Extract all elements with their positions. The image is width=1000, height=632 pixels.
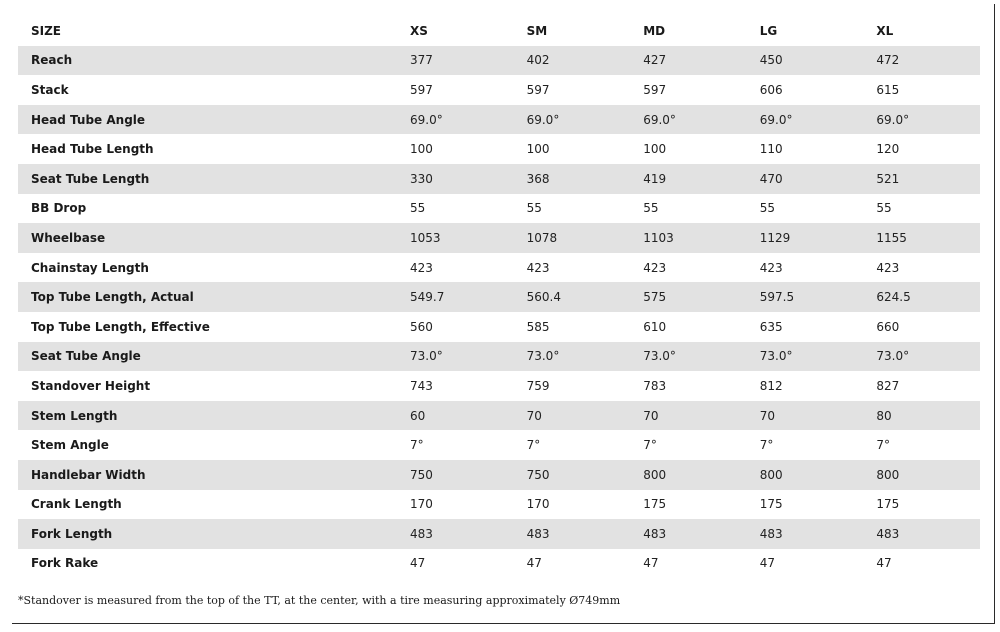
table-row (18, 460, 980, 490)
row-label: Reach (31, 53, 73, 68)
table-header-row (18, 16, 980, 46)
table-cell: 55 (876, 201, 892, 216)
row-label: Stem Angle (31, 438, 109, 453)
table-cell: 483 (410, 526, 433, 541)
row-label: BB Drop (31, 201, 87, 216)
table-cell: 521 (876, 171, 900, 186)
table-cell: 419 (643, 171, 667, 186)
table-cell: 73.0° (526, 349, 560, 364)
row-label: Seat Tube Angle (31, 349, 141, 364)
table-cell: 610 (643, 319, 667, 334)
table-cell: 615 (876, 82, 900, 97)
table-cell: 483 (526, 526, 550, 541)
table-cell: 80 (876, 408, 892, 423)
table-cell: 170 (410, 497, 433, 512)
table-cell: 1129 (759, 230, 791, 245)
row-label: Stack (31, 82, 69, 97)
table-cell: 7° (643, 438, 657, 453)
table-row (18, 401, 980, 431)
table-cell: 7° (759, 438, 774, 453)
table-row (18, 164, 980, 194)
table-row (18, 223, 980, 253)
table-cell: 560.4 (526, 290, 561, 305)
table-cell: 423 (526, 260, 550, 275)
table-row (18, 75, 980, 105)
table-cell: 377 (410, 53, 433, 68)
table-row (18, 282, 980, 312)
table-cell: 827 (876, 378, 900, 393)
table-cell: 175 (643, 497, 667, 512)
table-cell: 73.0° (759, 349, 793, 364)
row-label: Chainstay Length (31, 260, 149, 275)
table-cell: 69.0° (759, 112, 793, 127)
table-cell: 597 (643, 82, 667, 97)
table-cell: 7° (876, 438, 891, 453)
row-label: Stem Length (31, 408, 118, 423)
table-cell: 660 (876, 319, 900, 334)
table-cell: 100 (526, 142, 550, 157)
table-cell: 55 (526, 201, 542, 216)
table-cell: 47 (526, 556, 542, 571)
row-label: Fork Rake (31, 556, 99, 571)
table-row (18, 46, 980, 76)
table-cell: 483 (643, 526, 667, 541)
table-row (18, 549, 980, 579)
column-header-xs: XS (410, 23, 428, 38)
table-cell: 423 (643, 260, 667, 275)
table-cell: 597 (410, 82, 433, 97)
table-cell: 800 (759, 467, 783, 482)
table-cell: 73.0° (410, 349, 443, 364)
table-cell: 47 (876, 556, 892, 571)
row-label: Fork Length (31, 526, 113, 541)
table-cell: 120 (876, 142, 900, 157)
table-cell: 73.0° (643, 349, 676, 364)
table-cell: 597 (526, 82, 550, 97)
table-cell: 47 (759, 556, 776, 571)
table-cell: 812 (759, 378, 783, 393)
table-cell: 69.0° (876, 112, 910, 127)
column-header-size: SIZE (31, 23, 62, 38)
table-cell: 70 (643, 408, 659, 423)
table-row (18, 371, 980, 401)
table-row (18, 430, 980, 460)
row-label: Handlebar Width (31, 467, 146, 482)
column-header-md: MD (643, 23, 666, 38)
column-header-lg: LG (759, 23, 778, 38)
table-cell: 800 (876, 467, 900, 482)
table-body (18, 46, 980, 579)
table-cell: 60 (410, 408, 426, 423)
table-cell: 483 (876, 526, 900, 541)
table-cell: 170 (526, 497, 550, 512)
table-cell: 606 (759, 82, 783, 97)
table-cell: 800 (643, 467, 667, 482)
table-cell: 55 (759, 201, 776, 216)
table-cell: 427 (643, 53, 667, 68)
row-label: Standover Height (31, 378, 151, 393)
table-cell: 549.7 (410, 290, 445, 305)
table-cell: 7° (526, 438, 541, 453)
table-row (18, 194, 980, 224)
table-cell: 750 (410, 467, 433, 482)
table-cell: 624.5 (876, 290, 911, 305)
table-cell: 1155 (876, 230, 907, 245)
table-cell: 69.0° (410, 112, 443, 127)
geometry-panel (12, 4, 995, 624)
table-cell: 100 (410, 142, 433, 157)
table-cell: 368 (526, 171, 550, 186)
table-cell: 483 (759, 526, 783, 541)
table-cell: 470 (759, 171, 783, 186)
table-cell: 1078 (526, 230, 558, 245)
footnote: *Standover is measured from the top of the TT, at the center, with a tire measuring approximately Ø749mm (18, 594, 621, 607)
table-cell: 175 (876, 497, 900, 512)
table-cell: 70 (526, 408, 542, 423)
row-label: Top Tube Length, Actual (31, 290, 194, 305)
table-cell: 402 (526, 53, 550, 68)
table-cell: 450 (759, 53, 783, 68)
table-cell: 423 (410, 260, 433, 275)
table-cell: 783 (643, 378, 667, 393)
table-row (18, 134, 980, 164)
table-cell: 750 (526, 467, 550, 482)
table-cell: 472 (876, 53, 900, 68)
row-label: Top Tube Length, Effective (31, 319, 210, 334)
table-cell: 55 (643, 201, 659, 216)
table-cell: 175 (759, 497, 783, 512)
table-row (18, 312, 980, 342)
table-cell: 759 (526, 378, 550, 393)
table-row (18, 342, 980, 372)
table-cell: 73.0° (876, 349, 910, 364)
table-row (18, 105, 980, 135)
column-header-xl: XL (876, 23, 894, 38)
table-cell: 585 (526, 319, 550, 334)
table-cell: 47 (410, 556, 426, 571)
table-cell: 55 (410, 201, 426, 216)
row-label: Head Tube Length (31, 142, 154, 157)
table-cell: 635 (759, 319, 783, 334)
row-label: Seat Tube Length (31, 171, 150, 186)
column-header-sm: SM (526, 23, 548, 38)
table-cell: 560 (410, 319, 433, 334)
table-row (18, 519, 980, 549)
table-row (18, 253, 980, 283)
table-cell: 110 (759, 142, 783, 157)
table-row (18, 490, 980, 520)
table-cell: 100 (643, 142, 667, 157)
table-cell: 743 (410, 378, 433, 393)
table-cell: 597.5 (759, 290, 795, 305)
geometry-table (18, 16, 980, 578)
table-cell: 47 (643, 556, 659, 571)
table-cell: 575 (643, 290, 667, 305)
table-cell: 423 (876, 260, 900, 275)
row-label: Crank Length (31, 497, 122, 512)
table-cell: 69.0° (526, 112, 560, 127)
row-label: Head Tube Angle (31, 112, 146, 127)
table-cell: 7° (410, 438, 424, 453)
table-cell: 1053 (410, 230, 441, 245)
table-cell: 1103 (643, 230, 674, 245)
row-label: Wheelbase (31, 230, 106, 245)
table-cell: 423 (759, 260, 783, 275)
table-cell: 330 (410, 171, 433, 186)
table-cell: 70 (759, 408, 776, 423)
table-cell: 69.0° (643, 112, 676, 127)
